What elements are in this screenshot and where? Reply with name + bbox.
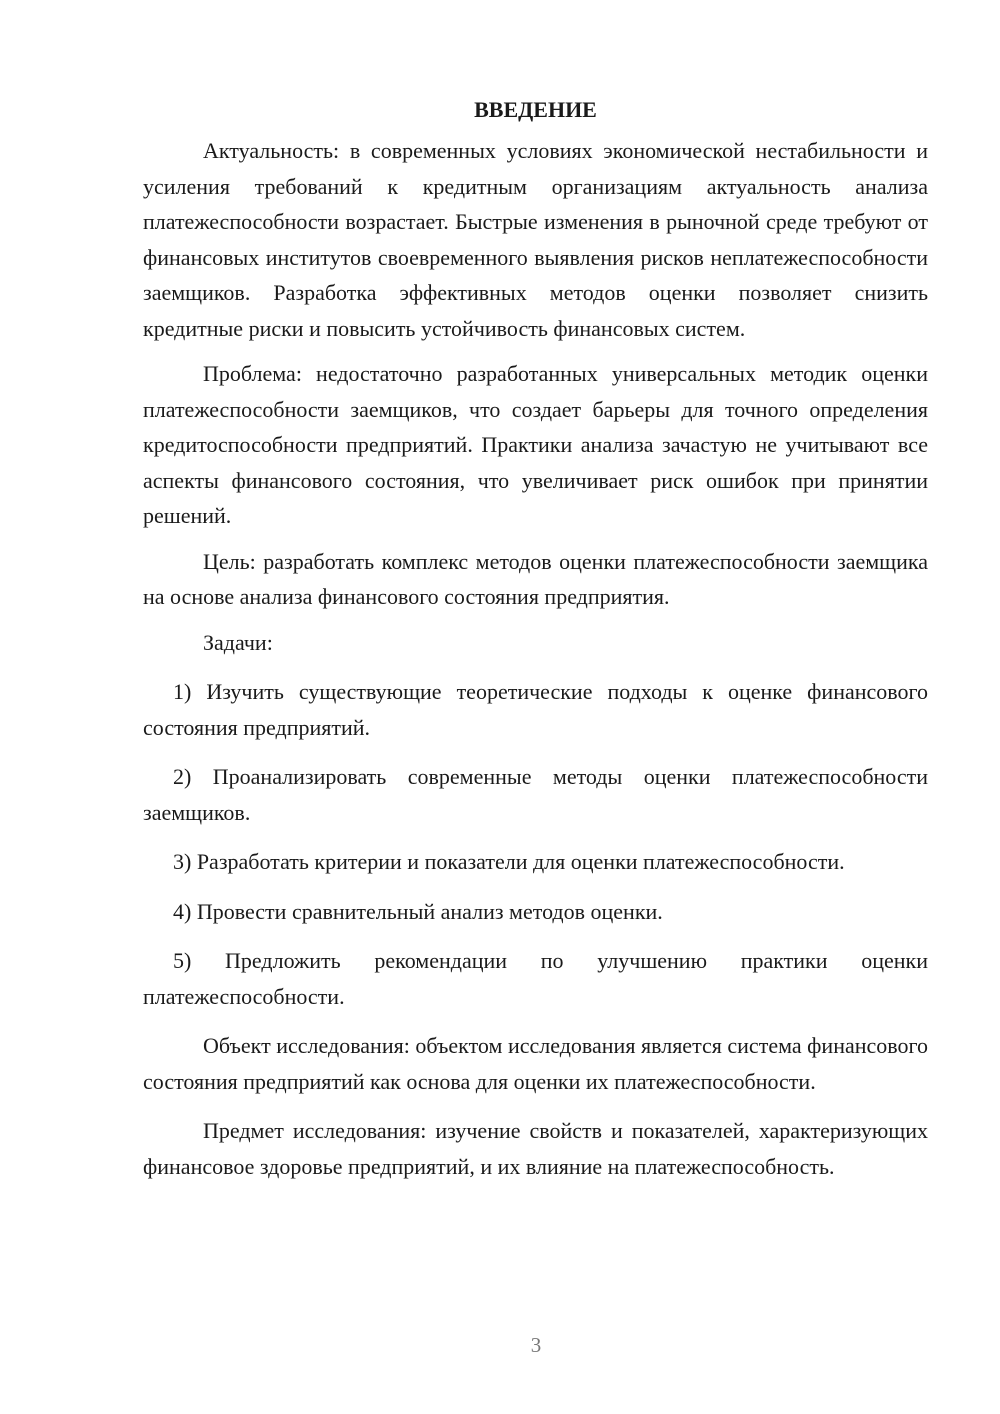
task-item-3: 3) Разработать критерии и показатели для оценки платежеспособности.: [173, 849, 845, 874]
page-number: 3: [530, 1333, 542, 1357]
task-item-1: 1) Изучить существующие теоретические подходы к оценке финансового состояния предприятий.: [143, 679, 928, 740]
tasks-heading: Задачи:: [203, 629, 273, 655]
goal-paragraph: Цель: разработать комплекс методов оценки платежеспособности заемщика на основе анализа финансового состояния предприятия.: [143, 548, 928, 609]
subject-paragraph: Предмет исследования: изучение свойств и показателей, характеризующих финансовое здоровье предприятий, и их влияние на платежеспособность.: [143, 1118, 928, 1179]
relevance-paragraph: Актуальность: в современных условиях экономической нестабильности и усиления требований к кредитным организациям актуальность анализа платежеспособности возрастает. Быстрые изменения в рыночной среде требуют от финансовых институтов своевременного выявления рисков неплатежеспособности заемщиков. Разработка эффективных методов оценки позволяет снизить кредитные риски и повысить устойчивость финансовых систем.: [143, 138, 928, 341]
document-page: [143, 93, 928, 1184]
task-item-2: 2) Проанализировать современные методы оценки платежеспособности заемщиков.: [143, 764, 928, 825]
task-item-5: 5) Предложить рекомендации по улучшению практики оценки платежеспособности.: [143, 948, 928, 1009]
object-paragraph: Объект исследования: объектом исследования является система финансового состояния предприятий как основа для оценки их платежеспособности.: [143, 1033, 928, 1094]
section-title: ВВЕДЕНИЕ: [474, 97, 597, 122]
task-item-4: 4) Провести сравнительный анализ методов оценки.: [173, 898, 663, 924]
problem-paragraph: Проблема: недостаточно разработанных универсальных методик оценки платежеспособности заемщиков, что создает барьеры для точного определения кредитоспособности предприятий. Практики анализа зачастую не учитывают все аспекты финансового состояния, что увеличивает риск ошибок при принятии решений.: [143, 361, 928, 528]
